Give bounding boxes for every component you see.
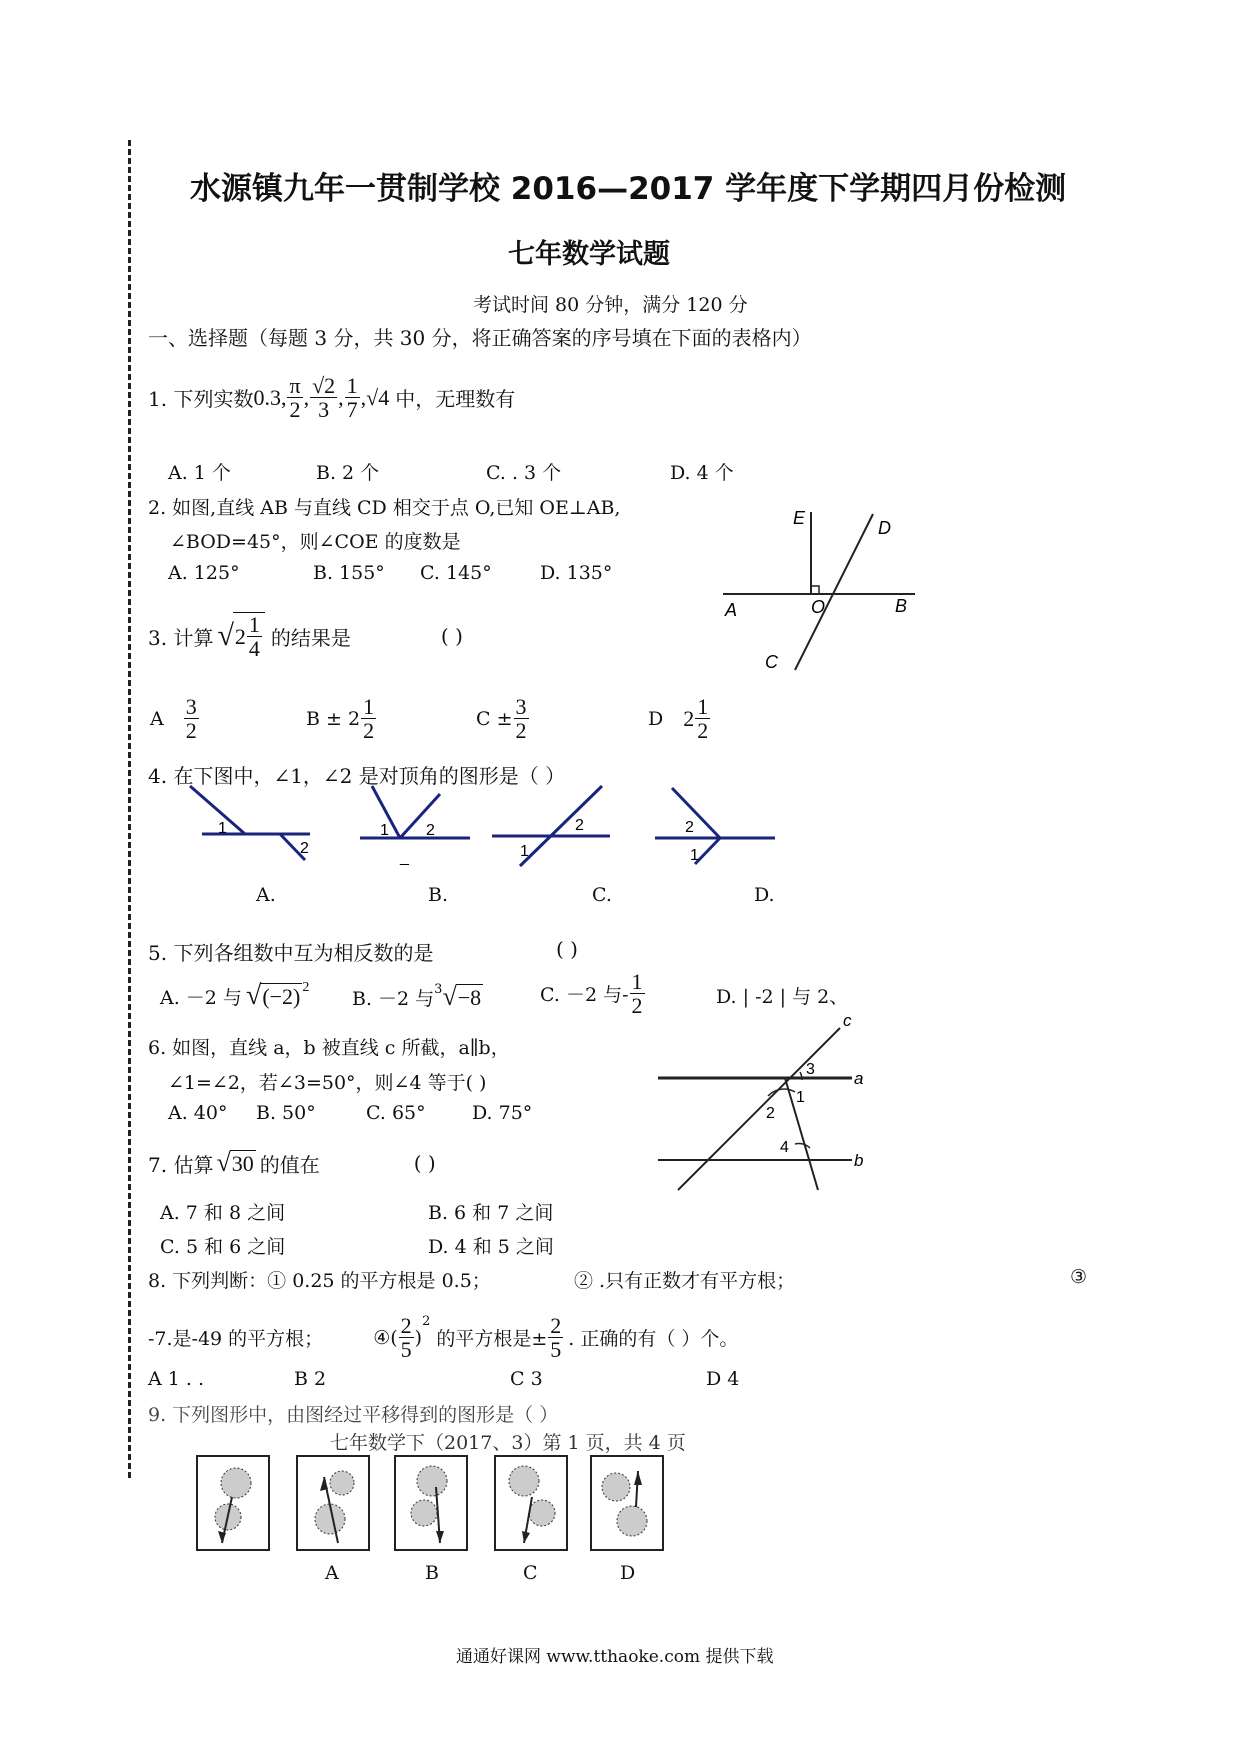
binding-margin-line [128, 140, 131, 1478]
q2-line-2: ∠BOD=45°，则∠COE 的度数是 [170, 531, 461, 553]
q3-radicand: 2 $\frac{1}{4}$ [233, 612, 265, 660]
label-e: E [793, 508, 806, 528]
q4-text: 4. 在下图中，∠1，∠2 是对顶角的图形是（ ） [148, 764, 566, 788]
question-1: 1. 下列实数 0.3, $\frac{\pi}{2}$ , $\frac{√2}{3}$ , $\frac{1}{7}$ , √4 中，无理数有 [148, 373, 516, 423]
q6-option-a: A. 40° [168, 1102, 228, 1124]
angle-3: 3 [806, 1061, 815, 1078]
label-c: C [765, 652, 778, 672]
q5-option-a: A. －2 与 √ (−2) $^2$ [160, 980, 310, 1011]
q1-fraction-sqrt2: $\frac{√2}{3}$ [312, 373, 336, 423]
section-heading: 一、选择题（每题 3 分，共 30 分，将正确答案的序号填在下面的表格内） [148, 326, 812, 350]
label-c: c [843, 1011, 852, 1030]
exam-subtitle: 七年数学试题 [508, 239, 670, 270]
download-source-footer: 通通好课网 www.tthaoke.com 提供下载 [456, 1647, 774, 1667]
q6-option-c: C. 65° [366, 1102, 426, 1124]
q8-option-b: B 2 [294, 1368, 327, 1390]
svg-text:2: 2 [300, 840, 309, 857]
svg-text:_: _ [400, 849, 409, 866]
q7-radicand: 30 [231, 1150, 254, 1176]
angle-1: 1 [796, 1089, 805, 1106]
exam-title: 水源镇九年一贯制学校 2016—2017 学年度下学期四月份检测 [190, 171, 1067, 207]
svg-text:1: 1 [520, 843, 529, 860]
q4-figure-c [492, 786, 610, 866]
q1-sqrt4: √4 [366, 384, 390, 410]
q3-option-a: A $\frac{3}{2}$ [150, 694, 197, 744]
q5-option-c: C. －2 与- $\frac{1}{2}$ [540, 969, 643, 1019]
q7-option-b: B. 6 和 7 之间 [428, 1202, 554, 1224]
angle-2: 2 [766, 1105, 775, 1122]
q2-option-c: C. 145° [420, 562, 492, 584]
q9-figure-d [590, 1455, 664, 1551]
q9-partial-text: 9. 下列图形中，由图经过平移得到的图形是（ ） [148, 1404, 559, 1426]
q9-label-a: A [325, 1562, 339, 1584]
q6-parallel-lines-figure [650, 1011, 890, 1198]
label-a: a [854, 1069, 864, 1088]
question-7: 7. 估算 √ 30 的值在 ( ) [148, 1148, 436, 1177]
q5-option-d: D. | -2 | 与 2、 [716, 986, 849, 1008]
q2-intersecting-lines-figure [715, 500, 925, 680]
q8-option-d: D 4 [706, 1368, 740, 1390]
q3-answer-paren: ( ) [440, 624, 463, 649]
q6-line-2: ∠1=∠2，若∠3=50°，则∠4 等于( ) [168, 1072, 487, 1094]
q4-label-c: C. [592, 884, 612, 906]
question-3: 3. 计算 √ 2 $\frac{1}{4}$ 的结果是 ( ) [148, 612, 463, 662]
q4-label-d: D. [754, 884, 775, 906]
q7-option-a: A. 7 和 8 之间 [160, 1202, 286, 1224]
q9-label-c: C [523, 1562, 538, 1584]
q5-option-b: B. －2 与 $^3$ √ −8 [352, 982, 482, 1011]
q1-fraction-pi: $\frac{\pi}{2}$ [289, 373, 301, 423]
q1-suffix: 中，无理数有 [395, 387, 516, 412]
q9-label-d: D [620, 1562, 636, 1584]
q4-figure-b [360, 786, 470, 866]
q1-option-c: C. . 3 个 [486, 462, 562, 484]
q3-option-b: B ± 2 $\frac{1}{2}$ [306, 694, 375, 744]
label-d: D [878, 518, 891, 538]
exam-info: 考试时间 80 分钟，满分 120 分 [473, 294, 748, 316]
svg-text:2: 2 [575, 817, 584, 834]
label-b: B [895, 596, 908, 616]
q8-item-3: ③ [1070, 1266, 1088, 1288]
q3-suffix: 的结果是 [270, 625, 351, 650]
q2-option-d: D. 135° [540, 562, 613, 584]
label-a: A [725, 600, 738, 620]
q7-answer-paren: ( ) [413, 1151, 436, 1175]
q3-option-c: C ± $\frac{3}{2}$ [476, 694, 527, 744]
svg-text:1: 1 [380, 822, 389, 839]
q8-option-a: A 1 . . [148, 1368, 205, 1390]
line-cd [795, 514, 873, 670]
right-angle-mark [811, 586, 819, 594]
q4-angle-figures [190, 780, 790, 870]
q1-prefix: 1. 下列实数 [148, 387, 254, 412]
q9-figure-c [494, 1455, 568, 1551]
q2-option-b: B. 155° [313, 562, 385, 584]
q9-figure-b [394, 1455, 468, 1551]
label-o: O [811, 597, 826, 617]
q6-option-d: D. 75° [472, 1102, 533, 1124]
q6-option-b: B. 50° [256, 1102, 316, 1124]
q4-label-a: A. [256, 884, 276, 906]
label-b: b [854, 1151, 864, 1170]
svg-text:1: 1 [690, 847, 699, 864]
q7-option-c: C. 5 和 6 之间 [160, 1236, 286, 1258]
q9-original-figure [196, 1455, 270, 1551]
line-c [678, 1028, 840, 1190]
q8-line-1: 8. 下列判断：① 0.25 的平方根是 0.5； [148, 1270, 491, 1292]
q5-text: 5. 下列各组数中互为相反数的是 [148, 941, 434, 965]
q8-line-2: -7.是-49 的平方根； ④( $\frac{2}{5}$ ) $^2$ 的平方根是± $\frac{2}{5}$ . 正确的有（ ）个。 [148, 1313, 739, 1363]
q1-fraction-1-7: $\frac{1}{7}$ [346, 373, 358, 423]
svg-text:2: 2 [426, 822, 435, 839]
q1-option-b: B. 2 个 [316, 462, 380, 484]
q1-option-d: D. 4 个 [670, 462, 734, 484]
q6-line-1: 6. 如图，直线 a，b 被直线 c 所截，a∥b， [148, 1037, 510, 1059]
q4-label-b: B. [428, 884, 449, 906]
q1-number: 0.3, [253, 384, 287, 410]
q9-label-b: B [425, 1562, 439, 1584]
q5-answer-paren: ( ) [556, 937, 578, 961]
q8-option-c: C 3 [510, 1368, 543, 1390]
q8-item-2: ② .只有正数才有平方根； [574, 1270, 796, 1292]
svg-text:2: 2 [685, 819, 694, 836]
q2-line-1: 2. 如图,直线 AB 与直线 CD 相交于点 O,已知 OE⊥AB, [148, 497, 621, 519]
q4-figure-d [655, 788, 775, 864]
svg-text:1: 1 [218, 820, 227, 837]
q2-option-a: A. 125° [168, 562, 240, 584]
angle-4: 4 [780, 1139, 789, 1156]
page-number-note: 七年数学下（2017、3）第 1 页，共 4 页 [330, 1432, 686, 1454]
q3-prefix: 3. 计算 [148, 625, 214, 650]
q1-option-a: A. 1 个 [168, 462, 231, 484]
q4-figure-a [190, 786, 310, 860]
q9-figure-a [296, 1455, 370, 1551]
q7-option-d: D. 4 和 5 之间 [428, 1236, 554, 1258]
q3-option-d: D 2 $\frac{1}{2}$ [648, 694, 709, 744]
